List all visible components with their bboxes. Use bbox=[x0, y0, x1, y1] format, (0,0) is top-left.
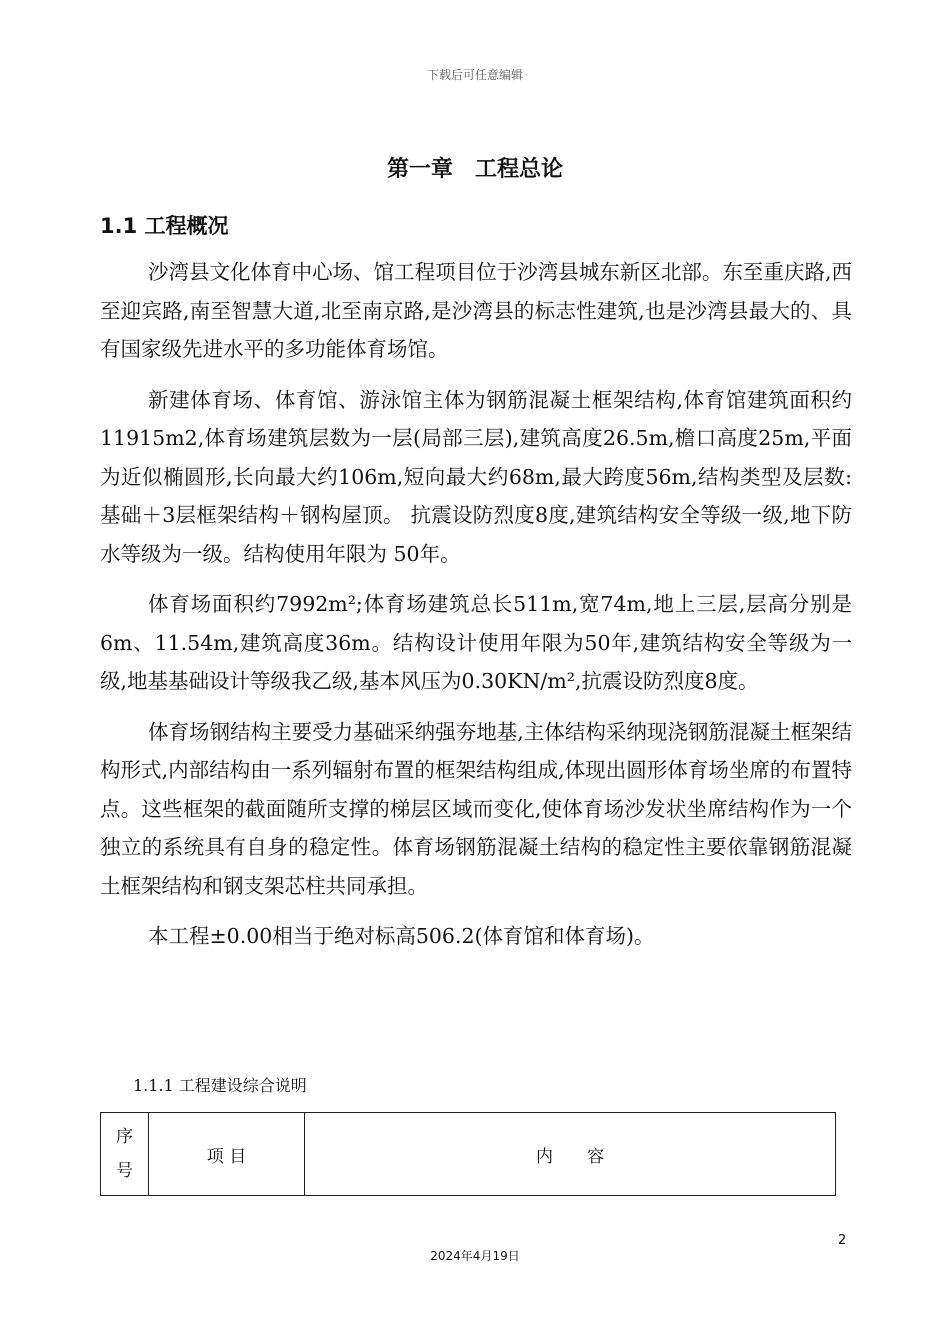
spec-table bbox=[100, 1112, 836, 1196]
footer-date: 2024年4月19日 bbox=[430, 1249, 520, 1263]
paragraph-gymnasium: 新建体育场、体育馆、游泳馆主体为钢筋混凝土框架结构,体育馆建筑面积约11915m2,体育场建筑层数为一层(局部三层),建筑高度26.5m,檐口高度25m,平面为近似椭圆形,长向最大约106m,短向最大约68m,最大跨度56m,结构类型及层数:基础＋3层框架结构＋钢构屋顶。 抗震设防烈度8度,建筑结构安全等级一级,地下防水等级为一级。结构使用年限为 50年。 bbox=[100, 387, 852, 566]
section-title: 1.1 工程概况 bbox=[100, 214, 229, 238]
header-item: 项 目 bbox=[149, 1113, 305, 1196]
subsection-title: 1.1.1 工程建设综合说明 bbox=[133, 1076, 307, 1095]
header-note: 下载后可任意编辑 bbox=[426, 68, 523, 82]
paragraph-location: 沙湾县文化体育中心场、馆工程项目位于沙湾县城东新区北部。东至重庆路,西至迎宾路,南至智慧大道,北至南京路,是沙湾县的标志性建筑,也是沙湾县最大的、具有国家级先进水平的多功能体育场馆。 bbox=[100, 260, 852, 361]
page-number: 2 bbox=[838, 1233, 847, 1248]
body-paragraphs bbox=[100, 253, 852, 968]
paragraph-stadium: 体育场面积约7992m²;体育场建筑总长511m,宽74m,地上三层,层高分别是6m、11.54m,建筑高度36m。结构设计使用年限为50年,建筑结构安全等级为一级,地基基础设计等级我乙级,基本风压为0.30KN/m²,抗震设防烈度8度。 bbox=[100, 592, 852, 693]
table-header-row bbox=[101, 1113, 836, 1196]
header-serial-line2: 号 bbox=[116, 1161, 133, 1181]
paragraph-elevation: 本工程±0.00相当于绝对标高506.2(体育馆和体育场)。 bbox=[148, 924, 655, 948]
chapter-title: 第一章 工程总论 bbox=[386, 157, 563, 182]
header-serial-line1: 序 bbox=[116, 1127, 133, 1147]
header-content: 内 容 bbox=[305, 1113, 836, 1196]
header-serial-no bbox=[101, 1113, 149, 1196]
paragraph-structure: 体育场钢结构主要受力基础采纳强夯地基,主体结构采纳现浇钢筋混凝土框架结构形式,内部结构由一系列辐射布置的框架结构组成,体现出圆形体育场坐席的布置特点。这些框架的截面随所支撑的梯层区域而变化,使体育场沙发状坐席结构作为一个独立的系统具有自身的稳定性。体育场钢筋混凝土结构的稳定性主要依靠钢筋混凝土框架结构和钢支架芯柱共同承担。 bbox=[100, 719, 852, 898]
